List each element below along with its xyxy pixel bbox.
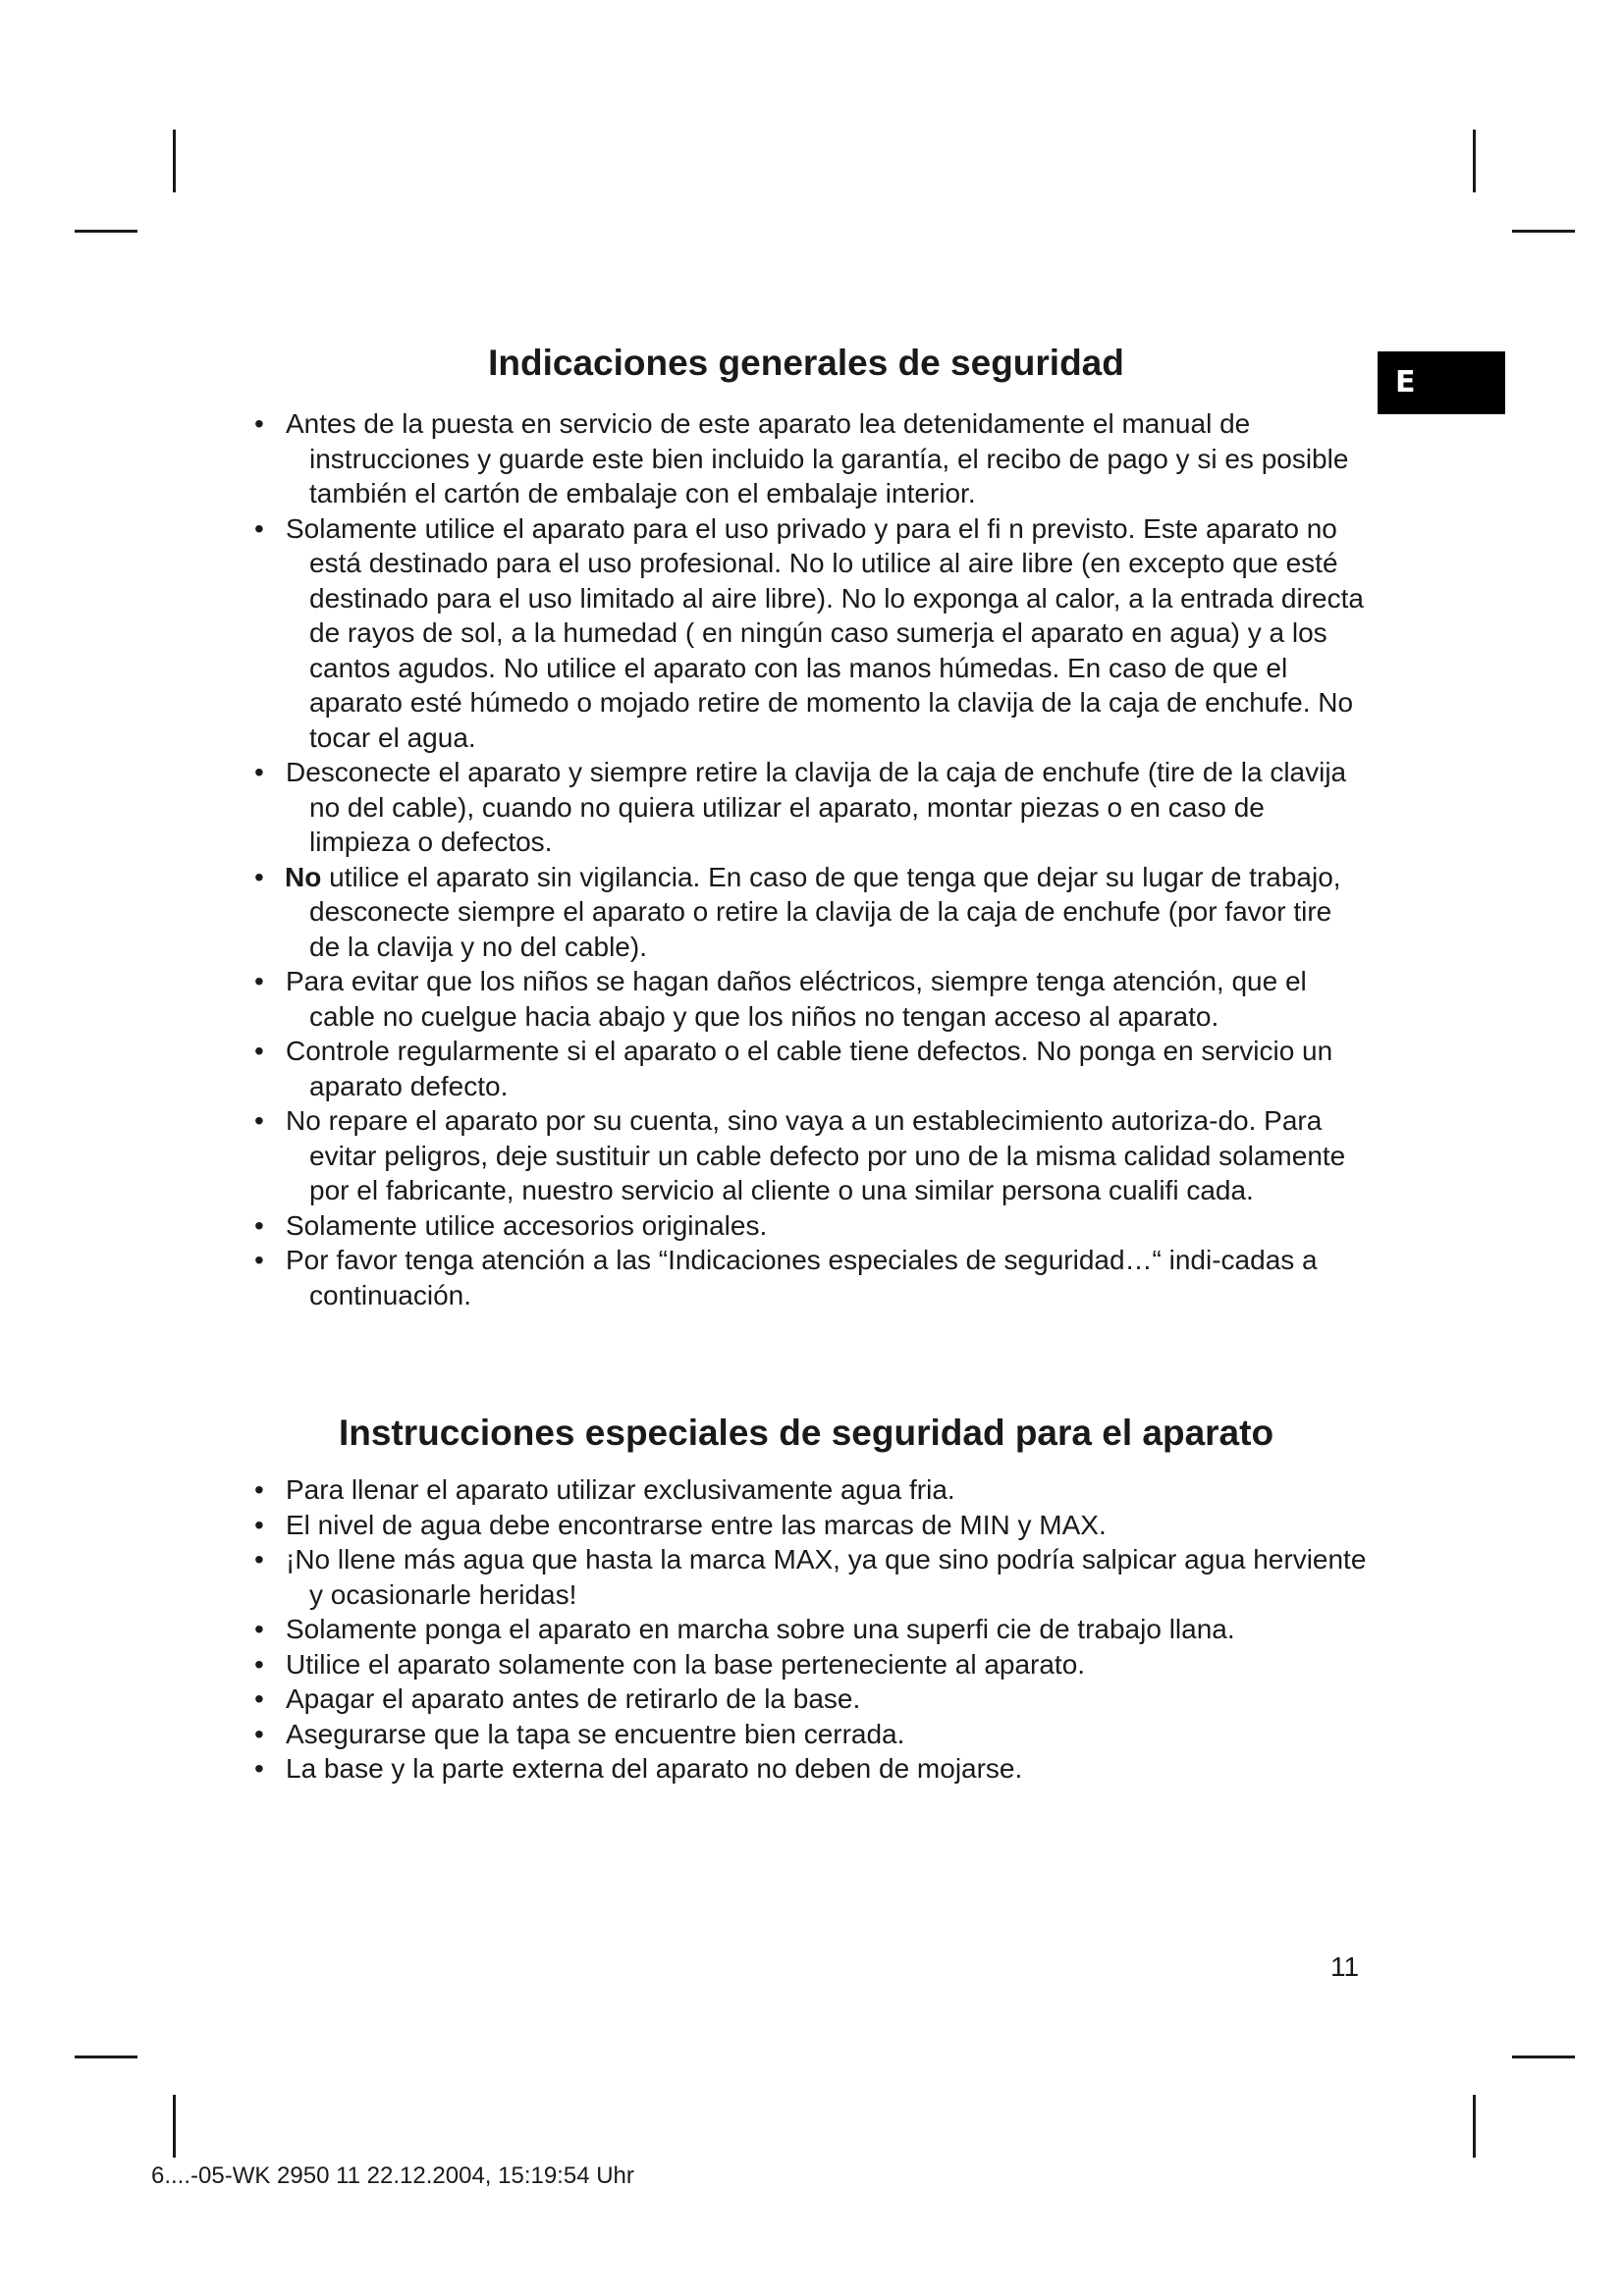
list-item: • El nivel de agua debe encontrarse entre las marcas de MIN y MAX. [0, 1508, 1370, 1543]
bullet: • [254, 757, 264, 787]
list-item: • Para llenar el aparato utilizar exclusivamente agua fria. [0, 1472, 1370, 1508]
bullet: • [254, 1036, 264, 1066]
bullet: • [254, 512, 264, 544]
bullet: • [254, 966, 264, 996]
list-item: • Desconecte el aparato y siempre retire la clavija de la caja de enchufe (tire de la clavija no del cable), cuando no quiera utilizar el aparato, montar piezas o en caso de limpieza o defectos. [254, 757, 1347, 857]
bullet: • [254, 408, 264, 439]
list-item: • Utilice el aparato solamente con la base perteneciente al aparato. [0, 1647, 1370, 1682]
crop-mark-top-left-horizontal [75, 230, 137, 233]
list-item: • No repare el aparato por su cuenta, sino vaya a un establecimiento autoriza-do. Para evitar peligros, deje sustituir un cable defecto por uno de la misma calidad solamente por el fabricante, nuestro servicio al cliente o una similar persona cualifi cada. [254, 1105, 1346, 1205]
list-item: • Para evitar que los niños se hagan daños eléctricos, siempre tenga atención, que el cable no cuelgue hacia abajo y que los niños no tengan acceso al aparato. [254, 966, 1307, 1032]
bullet: • [254, 1753, 264, 1784]
print-footer: 6....-05-WK 2950 11 22.12.2004, 15:19:54 Uhr [151, 2163, 634, 2189]
bullet: • [254, 1245, 264, 1275]
general-safety-list [0, 406, 1624, 1312]
bullet: • [254, 1683, 264, 1714]
section-title-special-safety: Instrucciones especiales de seguridad para el aparato [338, 1413, 1274, 1453]
bullet: • [254, 1474, 264, 1505]
crop-mark-top-right-horizontal [1512, 230, 1575, 233]
special-safety-list [0, 1472, 1624, 1787]
list-item: • Apagar el aparato antes de retirarlo de la base. [0, 1682, 1370, 1717]
bullet: • [254, 1614, 264, 1644]
crop-mark-bottom-left-vertical [173, 2095, 176, 2158]
bullet: • [254, 1718, 264, 1749]
bullet: • [254, 1209, 264, 1241]
list-item: • ¡No llene más agua que hasta la marca MAX, ya que sino podría salpicar agua herviente y ocasionarle heridas! [254, 1544, 1367, 1610]
emphasis-no: No [285, 861, 322, 892]
list-item: • No utilice el aparato sin vigilancia. En caso de que tenga que dejar su lugar de trabajo, desconecte siempre el aparato o retire la clavija de la caja de enchufe (por favor tire de la clavija y no del cable). [254, 861, 1341, 962]
list-item: • Controle regularmente si el aparato o el cable tiene defectos. No ponga en servicio un aparato defecto. [254, 1036, 1333, 1101]
crop-mark-top-right-vertical [1473, 130, 1476, 192]
section-title-general-safety: Indicaciones generales de seguridad [488, 343, 1124, 383]
list-item: • Solamente utilice accesorios originales. [0, 1208, 1370, 1244]
crop-mark-bottom-right-vertical [1473, 2095, 1476, 2158]
bullet: • [254, 861, 264, 892]
bullet: • [254, 1105, 264, 1136]
crop-mark-top-left-vertical [173, 130, 176, 192]
list-item: • Solamente utilice el aparato para el uso privado y para el fi n previsto. Este aparato no está destinado para el uso profesional. No lo utilice al aire libre (en excepto que esté destinado para el uso limitado al aire libre). No lo exponga al calor, a la entrada directa de rayos de sol, a la humedad ( en ningún caso sumerja el aparato en agua) y a los cantos agudos. No utilice el aparato con las manos húmedas. En caso de que el aparato esté húmedo o mojado retire de momento la clavija de la caja de enchufe. No tocar el agua. [254, 512, 1364, 753]
bullet: • [254, 1648, 264, 1680]
list-item: • Asegurarse que la tapa se encuentre bien cerrada. [0, 1717, 1370, 1752]
bullet: • [254, 1509, 264, 1540]
bullet: • [254, 1544, 264, 1575]
crop-mark-bottom-right-horizontal [1512, 2056, 1575, 2058]
list-item: • Por favor tenga atención a las “Indicaciones especiales de seguridad…“ indi-cadas a continuación. [254, 1245, 1318, 1310]
list-item: • La base y la parte externa del aparato no deben de mojarse. [0, 1751, 1370, 1787]
crop-mark-bottom-left-horizontal [75, 2056, 137, 2058]
list-item: • Solamente ponga el aparato en marcha sobre una superfi cie de trabajo llana. [0, 1612, 1370, 1647]
language-tab: E [1378, 351, 1505, 414]
list-item: • Antes de la puesta en servicio de este aparato lea detenidamente el manual de instrucciones y guarde este bien incluido la garantía, el recibo de pago y si es posible también el cartón de embalaje con el embalaje interior. [254, 408, 1349, 508]
page-number: 11 [1330, 1951, 1360, 1982]
